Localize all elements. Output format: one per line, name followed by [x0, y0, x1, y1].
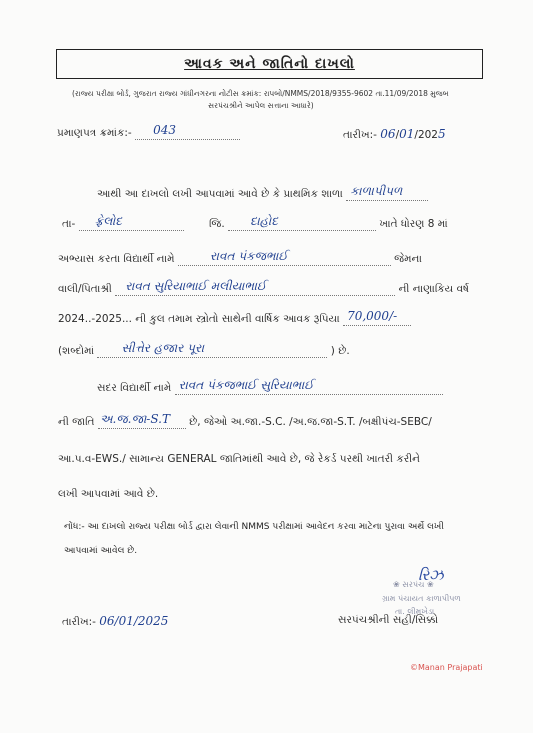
date-year-prefix: 202: [417, 129, 438, 141]
date-row: તારીખ:- 06/01/2025: [343, 127, 446, 141]
date-year-hand: 5: [437, 127, 446, 141]
amount-in-words: સીત્તેર હજાર પૂરા: [121, 341, 205, 355]
words-close: ) છે.: [330, 345, 350, 357]
parent-field: [115, 279, 395, 296]
bottom-date-value: 06/01/2025: [99, 614, 169, 628]
certificate-number-row: [57, 123, 240, 140]
caste-line-3: લખી આપવામાં આવે છે.: [58, 488, 159, 500]
paragraph-line-5: 2024..-2025... ની કુલ તમામ સ્ત્રોતો સાથેની વાર્ષિક આવક રૂપિયા 70,000/-: [58, 313, 411, 326]
paragraph-line-6: [58, 341, 350, 358]
title-box: [56, 49, 483, 79]
certificate-number-field: [135, 123, 240, 140]
date-day: 06: [380, 127, 396, 141]
taluka-value: ફ્રેલોદ: [94, 214, 123, 228]
bottom-date-row: [62, 614, 168, 629]
jemna-text: જેમના: [394, 253, 422, 265]
caste-label: ની જાતિ: [58, 416, 95, 428]
subnote-line-1: (રાજ્ય પરીક્ષા બોર્ડ, ગુજરાત રાજ્ય ગાંધીનગરના નોટીસ ક્રમાંક: રાપબો/NMMS/2018/9355-9602 તા.11/09/2018 મુજબ: [72, 89, 449, 98]
district-value: દાહોદ: [250, 214, 278, 228]
sadar-label: સદર વિદ્યાર્થી નામે: [97, 382, 172, 394]
standard-text: ખાતે ધોરણ 8 માં: [379, 218, 448, 230]
district-label: જિ.: [209, 218, 225, 230]
parent-name: રાવત સુરિયાભાઈ મલીયાભાઈ: [125, 279, 267, 293]
district-field: [228, 214, 376, 231]
student-name: રાવત પંકજભાઈ: [209, 249, 288, 263]
income-amount: 70,000/-: [347, 309, 398, 323]
school-intro-text: આથી આ દાખલો લખી આપવામાં આવે છે કે પ્રાથમિક શાળા: [97, 188, 343, 200]
stamp-line-1: ❀ સરપંચ ❀: [393, 580, 434, 589]
financial-year-text: ની નાણાકિય વર્ષ: [398, 283, 469, 295]
student-label: અભ્યાસ કરતા વિદ્યાર્થી નામે: [58, 253, 175, 265]
subnote-line-2: સરપંચશ્રીને આપેલ સત્તાના આધારે): [208, 101, 314, 110]
signatory-label: સરપંચશ્રીની સહી/સિક્કો: [338, 614, 439, 626]
caste-options: છે, જેઓ અ.જા.-S.C. /અ.જ.જા-S.T. /બક્ષીપંચ-SEBC/: [189, 416, 432, 428]
note-line-1: નોંધ:- આ દાખલો રાજ્ય પરીક્ષા બોર્ડ દ્વારા લેવાની NMMS પરીક્ષામાં આવેદન કરવા માટેના પુરાવા અર્થે લખી: [64, 522, 444, 532]
watermark-text: ©Manan Prajapati: [410, 663, 483, 672]
sadar-name: રાવત પંકજભાઈ સુરિયાભાઈ: [178, 378, 314, 392]
paragraph-line-1: [97, 184, 428, 201]
income-text: ની કુલ તમામ સ્ત્રોતો સાથેની વાર્ષિક આવક રૂપિયા: [135, 313, 340, 325]
income-field: [343, 309, 411, 326]
sadar-line: [97, 378, 443, 395]
date-label: તારીખ:-: [343, 129, 377, 141]
certificate-number-value: 043: [153, 123, 176, 137]
taluka-label: તા-: [62, 218, 76, 230]
caste-line: [58, 412, 432, 429]
caste-line-2: આ.પ.વ-EWS./ સામાન્ય GENERAL જાતિમાંથી આવે છે, જે રેકર્ડ પરથી ખાતરી કરીને: [58, 453, 421, 465]
school-field: [346, 184, 428, 201]
paragraph-line-2: [62, 214, 448, 231]
paragraph-line-3: [58, 249, 422, 266]
note-line-2: આપવામાં આવેલ છે.: [64, 546, 138, 556]
stamp-line-3: તા. લીમખેડા: [395, 607, 435, 616]
sadar-field: [175, 378, 443, 395]
stamp-line-2: ગ્રામ પંચાયત કાળાપીપળ: [382, 594, 461, 603]
paragraph-line-4: [58, 279, 469, 296]
caste-value: અ.જ.જા-S.T: [99, 412, 170, 426]
school-name: કાળાપીપળ: [350, 184, 403, 198]
year-from: 2024: [58, 313, 85, 325]
date-month: 01: [399, 127, 415, 141]
year-to: 2025: [95, 313, 122, 325]
bottom-date-label: તારીખ:-: [62, 616, 96, 628]
document-title: આવક અને જાતિનો દાખલો: [184, 56, 355, 72]
parent-label: વાલી/પિતાશ્રી: [58, 283, 112, 295]
taluka-field: [79, 214, 184, 231]
signature-mark: રિઝ: [418, 566, 444, 584]
student-field: [178, 249, 391, 266]
words-label: (શબ્દોમાં: [58, 345, 95, 357]
amount-words-field: [97, 341, 327, 358]
caste-field: [98, 412, 186, 429]
certificate-number-label: પ્રમાણપત્ર ક્રમાંક:-: [57, 127, 132, 139]
